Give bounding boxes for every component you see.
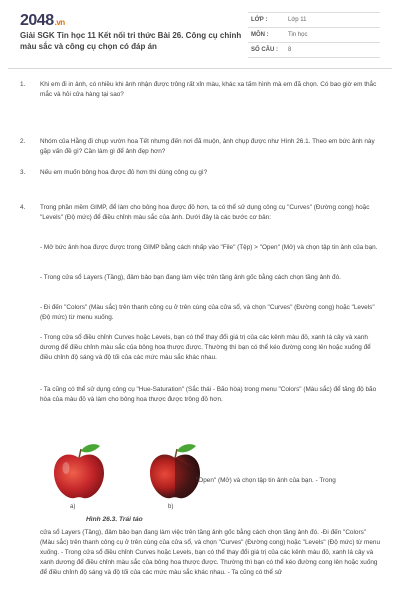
logo-text: 2048 xyxy=(20,12,54,29)
question-number: 3. xyxy=(20,169,26,176)
page-title: Giải SGK Tin học 11 Kết nối tri thức Bài 26. Công cụ chỉnh màu sắc và công cụ chọn có đáp án xyxy=(20,31,242,51)
question-4 xyxy=(20,203,380,223)
question-text: Khi em đi in ảnh, có nhiều khi ảnh nhận được trông rất xỉn màu, khác xa tấm hình mà em đã chọn. Có bao giờ em thắc mắc và hỏi cửa hàng tại sao? xyxy=(40,81,377,98)
meta-value: Tin học xyxy=(288,32,308,38)
meta-label: MÔN : xyxy=(251,32,269,38)
meta-label: LỚP : xyxy=(251,17,268,23)
question-text: Trong phần mềm GIMP, để làm cho bông hoa được đỏ hơn, ta có thể sử dụng công cụ "Curves" (Đường cong) hoặc "Levels" (Độ mức) để điều chỉnh màu sắc của ảnh. Dưới đây là các bước cơ bản: xyxy=(40,204,370,221)
answer-step-1: - Mở bức ảnh hoa được được trong GIMP bằng cách nhấp vào "File" (Tệp) > "Open" (Mở) và chọn tập tin ảnh của bạn. xyxy=(40,244,378,251)
figure-side-text: "Open" (Mở) và chọn tập tin ảnh của bạn. - Trong xyxy=(196,477,336,484)
header-divider xyxy=(8,68,392,69)
meta-table xyxy=(248,12,380,58)
meta-row-subject xyxy=(248,28,380,43)
question-number: 2. xyxy=(20,138,26,145)
question-2 xyxy=(20,137,380,157)
answer-step-4: - Trong cửa sổ điều chỉnh Curves hoặc Levels, bạn có thể thay đổi giá trị của các kênh màu đỏ, xanh lá cây và xanh dương để điều chỉnh màu sắc của bông hoa thược được. Thường thì bạn có thể kéo đường cong lên hoặc xuống để điều chỉnh độ sáng và độ tối của các mức màu sắc khác nhau. xyxy=(40,334,371,361)
figure-label-a: a) xyxy=(70,504,76,510)
page-header xyxy=(0,0,400,64)
meta-value: Lớp 11 xyxy=(288,17,307,23)
figure-label-b: b) xyxy=(168,504,174,510)
question-text: Nhóm của Hằng đi chụp vườn hoa Tết nhưng đến nơi đã muộn, ảnh chụp được như Hình 26.1. Theo em bức ảnh này gặp vấn đề gì? Cần làm gì để ảnh đẹp hơn? xyxy=(40,138,375,155)
question-1 xyxy=(20,80,380,100)
question-number: 4. xyxy=(20,204,26,211)
meta-row-count xyxy=(248,43,380,58)
meta-label: SỐ CÂU : xyxy=(251,47,278,53)
figure-caption: Hình 26.3. Trái táo xyxy=(86,516,143,523)
answer-step-2: - Trong cửa sổ Layers (Tầng), đảm bảo bạn đang làm việc trên tầng ảnh gốc bằng cách chọn tầng ảnh đó. xyxy=(40,274,341,281)
answer-step-3: - Đi đến "Colors" (Màu sắc) trên thanh công cụ ở trên cùng của cửa sổ, và chọn "Curves" (Đường cong) hoặc "Levels" (Độ mức) từ menu xuống. xyxy=(40,304,375,321)
logo-suffix: .vn xyxy=(54,18,65,27)
meta-value: 8 xyxy=(288,47,292,53)
question-text: Nếu em muốn bông hoa được đỏ hơn thì dùng công cụ gì? xyxy=(40,169,208,176)
meta-row-class xyxy=(248,13,380,28)
apple-image-b xyxy=(144,440,206,502)
answer-step-5: - Ta cũng có thể sử dụng công cụ "Hue-Saturation" (Sắc thái - Bão hòa) trong menu "Colors" (Màu sắc) để tăng độ bão hòa của màu đỏ và làm cho bông hoa thược được trông đỏ hơn. xyxy=(40,386,377,403)
continued-text: cửa sổ Layers (Tầng), đảm bảo bạn đang làm việc trên tầng ảnh gốc bằng cách chọn tầng ảnh đó. -Đi đến "Colors" (Màu sắc) trên thanh công cụ ở trên cùng của cửa sổ, và chọn "Curves" (Đường cong) hoặc "Levels" (Độ mức) từ menu xuống. - Trong cửa sổ điều chỉnh Curves hoặc Levels, bạn có thể thay đổi giá trị của các kênh màu đỏ, xanh lá cây và xanh dương để điều chỉnh màu sắc của bông hoa thược được. Thường thì bạn có thể kéo đường cong lên hoặc xuống để điều chỉnh độ sáng và độ tối của các mức màu sắc khác nhau. - Ta cũng có thể sử xyxy=(40,529,381,576)
site-logo[interactable] xyxy=(20,12,65,30)
question-3 xyxy=(20,168,380,178)
question-number: 1. xyxy=(20,81,26,88)
apple-image-a xyxy=(48,440,110,502)
